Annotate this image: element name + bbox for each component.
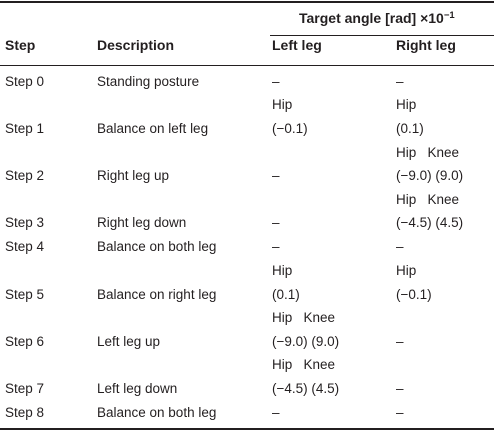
left-leg-cell: –	[272, 215, 280, 230]
step-cell: Step 6	[5, 334, 45, 349]
right-leg-cell: –	[396, 381, 404, 396]
step-cell: Step 1	[5, 121, 45, 136]
step-cell: Step 4	[5, 239, 45, 254]
target-angle-header-exponent: −1	[443, 10, 455, 21]
right-leg-joint-label: Hip	[396, 263, 417, 278]
description-cell: Balance on right leg	[97, 287, 217, 302]
step-cell: Step 2	[5, 168, 45, 183]
target-angle-header	[299, 10, 455, 26]
description-cell: Right leg down	[97, 215, 187, 230]
step-cell: Step 3	[5, 215, 45, 230]
left-leg-cell: –	[272, 405, 280, 420]
table-top-rule	[0, 1, 494, 3]
step-cell: Step 7	[5, 381, 45, 396]
left-leg-cell: (−4.5) (4.5)	[272, 381, 340, 396]
column-header-description: Description	[97, 37, 175, 53]
right-leg-joint-label: Hip	[396, 97, 417, 112]
right-leg-joint-label	[396, 145, 459, 161]
description-cell: Balance on both leg	[97, 239, 217, 254]
left-leg-cell: –	[272, 74, 280, 89]
left-leg-joint-label-text: Hip Knee	[272, 310, 336, 325]
right-leg-joint-label-text: Hip Knee	[396, 145, 460, 160]
table-bottom-rule	[0, 428, 494, 430]
step-cell: Step 0	[5, 74, 45, 89]
description-cell: Standing posture	[97, 74, 200, 89]
group-header-rule	[270, 35, 494, 36]
target-angle-header-text: Target angle [rad] ×10	[299, 10, 444, 26]
right-leg-cell: (0.1)	[396, 121, 424, 136]
right-leg-cell: (−4.5) (4.5)	[396, 215, 464, 230]
left-leg-joint-label	[272, 310, 335, 326]
description-cell: Balance on both leg	[97, 405, 217, 420]
right-leg-cell: –	[396, 405, 404, 420]
column-header-left-leg: Left leg	[272, 37, 322, 53]
left-leg-cell: (0.1)	[272, 287, 300, 302]
left-leg-joint-label: Hip	[272, 263, 293, 278]
left-leg-cell: –	[272, 239, 280, 254]
right-leg-cell: –	[396, 239, 404, 254]
right-leg-cell: (−0.1)	[396, 287, 432, 302]
column-header-right-leg: Right leg	[396, 37, 456, 53]
step-cell: Step 5	[5, 287, 45, 302]
left-leg-joint-label	[272, 357, 335, 373]
left-leg-cell: (−0.1)	[272, 121, 308, 136]
left-leg-joint-label-text: Hip Knee	[272, 357, 336, 372]
step-cell: Step 8	[5, 405, 45, 420]
right-leg-cell: –	[396, 74, 404, 89]
left-leg-cell: (−9.0) (9.0)	[272, 334, 340, 349]
description-cell: Balance on left leg	[97, 121, 209, 136]
description-cell: Right leg up	[97, 168, 170, 183]
description-cell: Left leg up	[97, 334, 161, 349]
right-leg-joint-label-text: Hip Knee	[396, 192, 460, 207]
right-leg-cell: –	[396, 334, 404, 349]
left-leg-cell: –	[272, 168, 280, 183]
right-leg-cell: (−9.0) (9.0)	[396, 168, 464, 183]
right-leg-joint-label	[396, 192, 459, 208]
header-bottom-rule	[0, 65, 494, 66]
left-leg-joint-label: Hip	[272, 97, 293, 112]
description-cell: Left leg down	[97, 381, 178, 396]
column-header-step: Step	[5, 37, 36, 53]
